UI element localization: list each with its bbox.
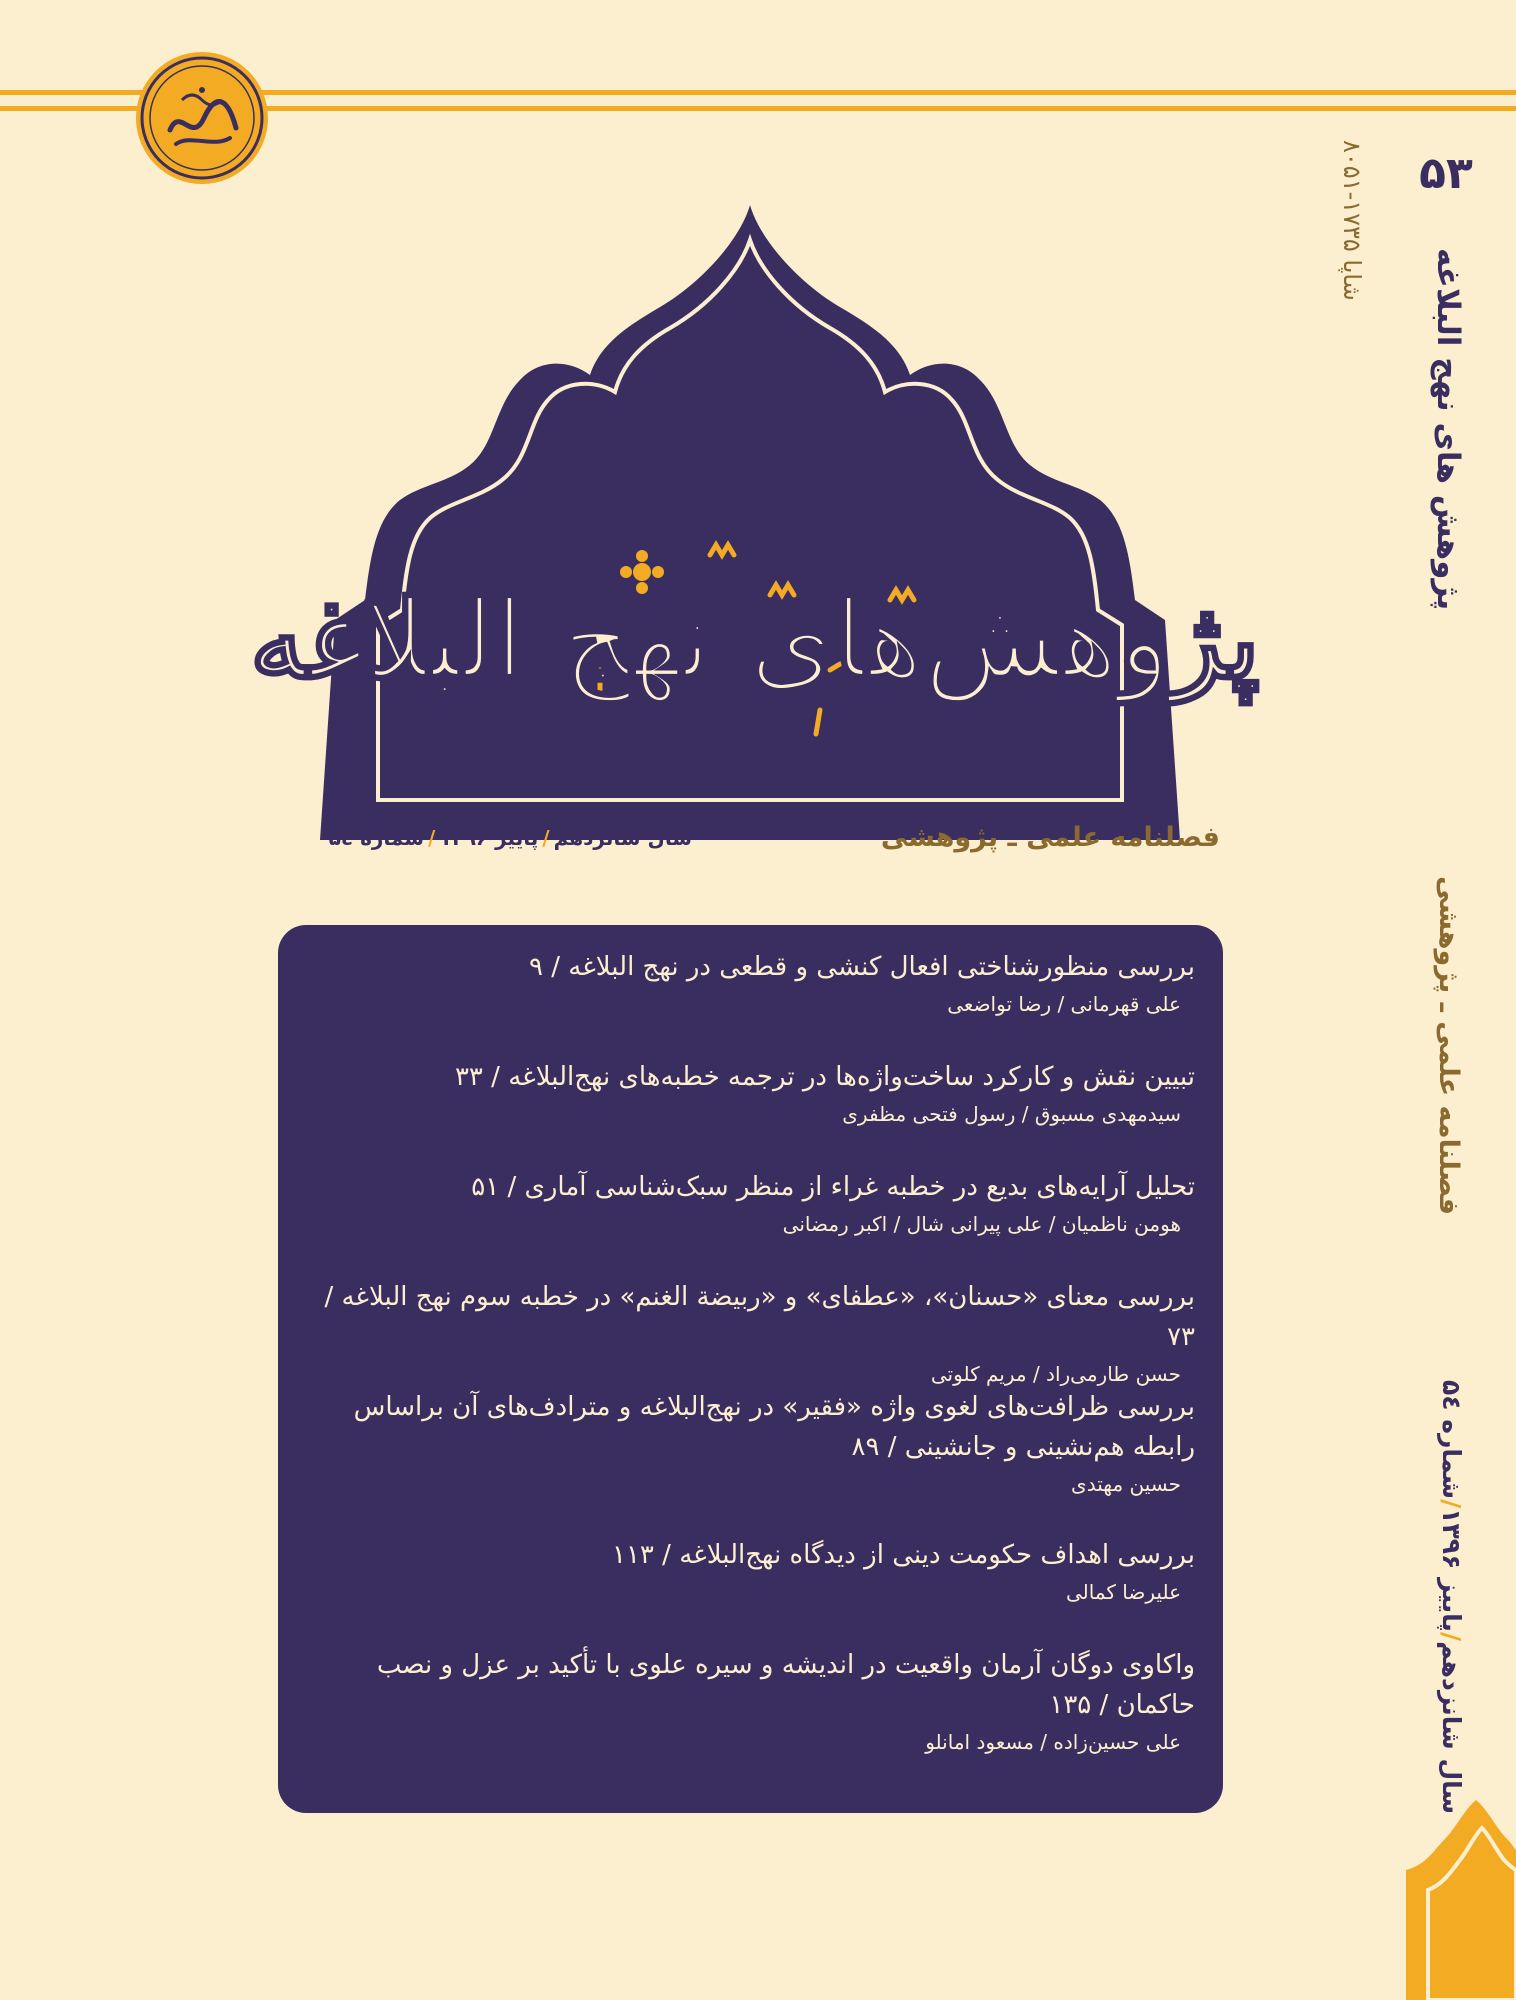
- issue-number: شماره ۵٤: [328, 826, 424, 850]
- bottom-arch-ornament: [1406, 1800, 1516, 2000]
- article-title: بررسی معنای «حسنان»، «عطفای» و «ربیضة الغنم» در خطبه سوم نهج البلاغه: [341, 1282, 1195, 1312]
- toc-entry-authors: سیدمهدی مسبوق / رسول فتحی مظفری: [842, 1102, 1181, 1126]
- toc-entry-title: تبیین نقش و کارکرد ساخت‌واژه‌ها در ترجمه خطبه‌های نهج‌البلاغه / ۳۳: [454, 1062, 1195, 1092]
- article-page: ۱۳۵: [1049, 1690, 1092, 1720]
- spine-issue-number: شماره ۵٤: [1437, 1380, 1466, 1500]
- article-title: تحلیل آرایه‌های بدیع در خطبه غراء از منظر سبک‌شناسی آماری: [524, 1172, 1195, 1202]
- toc-entry[interactable]: [315, 1167, 1195, 1241]
- toc-entry-title: بررسی منظورشناختی افعال کنشی و قطعی در نهج البلاغه / ۹: [528, 952, 1195, 982]
- issue-season: پاییز ۱۳۹۶: [439, 826, 539, 850]
- toc-entry[interactable]: [315, 1387, 1195, 1501]
- separator: /: [542, 826, 550, 850]
- spine-issue-info: [1437, 1380, 1466, 1814]
- toc-entry-authors: حسین مهتدی: [1071, 1472, 1181, 1496]
- toc-entry[interactable]: [315, 1645, 1195, 1759]
- dome-emblem: [250, 200, 1260, 840]
- article-page: ۸۹: [851, 1432, 880, 1462]
- toc-entry-title: تحلیل آرایه‌های بدیع در خطبه غراء از منظر سبک‌شناسی آماری / ۵۱: [471, 1172, 1195, 1202]
- separator: /: [428, 826, 436, 850]
- article-title: واکاوی دوگان آرمان واقعیت در اندیشه و سیره علوی با تأکید بر عزل و نصب حاکمان: [376, 1650, 1195, 1720]
- issue-info: [280, 826, 692, 850]
- spine-title: پژوهش های نهج البلاغه: [1430, 248, 1466, 611]
- toc-entry[interactable]: [315, 947, 1195, 1021]
- toc-entry-title: واکاوی دوگان آرمان واقعیت در اندیشه و سیره علوی با تأکید بر عزل و نصب حاکمان / ۱۳۵: [376, 1650, 1195, 1720]
- issn-label: شاپا ۱۷۳۵-۸۰۵۱: [1338, 140, 1366, 301]
- separator: /: [1437, 1631, 1466, 1642]
- article-title: تبیین نقش و کارکرد ساخت‌واژه‌ها در ترجمه خطبه‌های نهج‌البلاغه: [508, 1062, 1195, 1092]
- toc-entry-authors: حسن طارمی‌راد / مریم کلوتی: [930, 1362, 1181, 1386]
- article-title: بررسی منظورشناختی افعال کنشی و قطعی در نهج البلاغه: [568, 952, 1195, 982]
- article-page: ۹: [528, 952, 543, 982]
- spine-issue-season: پاییز ۱۳۹۶: [1437, 1508, 1466, 1632]
- toc-entry-title: بررسی معنای «حسنان»، «عطفای» و «ربیضة الغنم» در خطبه سوم نهج البلاغه / ۷۳: [324, 1282, 1195, 1352]
- toc-entry[interactable]: [315, 1277, 1195, 1391]
- toc-entry-authors: علیرضا کمالی: [1066, 1580, 1181, 1604]
- article-title: بررسی اهداف حکومت دینی از دیدگاه نهج‌البلاغه: [679, 1540, 1195, 1570]
- toc-entry-title: بررسی اهداف حکومت دینی از دیدگاه نهج‌البلاغه / ۱۱۳: [611, 1540, 1195, 1570]
- article-page: ۳۳: [454, 1062, 483, 1092]
- article-page: ۷۳: [1167, 1322, 1195, 1352]
- article-page: ۵۱: [471, 1172, 500, 1202]
- journal-subtitle: فصلنامه علمی ـ پژوهشی: [880, 822, 1220, 853]
- toc-entry-authors: علی حسین‌زاده / مسعود امانلو: [925, 1730, 1181, 1754]
- journal-title: پژوهش‌های نهج البلاغه: [250, 577, 1260, 703]
- spine-issue-year: سال شانزدهم: [1437, 1641, 1466, 1815]
- toc-entry[interactable]: [315, 1057, 1195, 1131]
- table-of-contents: [278, 925, 1223, 1813]
- article-page: ۱۱۳: [611, 1540, 654, 1570]
- article-title: بررسی ظرافت‌های لغوی واژه «فقیر» در نهج‌البلاغه و مترادف‌های آن براساس رابطه هم‌نشینی و جانشینی: [353, 1392, 1195, 1462]
- toc-entry-title: بررسی ظرافت‌های لغوی واژه «فقیر» در نهج‌البلاغه و مترادف‌های آن براساس رابطه هم‌نشینی و جانشینی / ۸۹: [353, 1392, 1195, 1462]
- toc-entry-authors: علی قهرمانی / رضا تواضعی: [947, 992, 1181, 1016]
- spine-subtitle: فصلنامه علمی ـ پژوهشی: [1433, 876, 1464, 1216]
- issue-year: سال شانزدهم: [553, 826, 692, 850]
- toc-entry[interactable]: [315, 1535, 1195, 1609]
- spine-volume-number: ۵۳: [1419, 148, 1473, 199]
- separator: /: [1437, 1499, 1466, 1509]
- toc-entry-authors: هومن ناظمیان / علی پیرانی شال / اکبر رمضانی: [782, 1212, 1181, 1236]
- seal-emblem-icon: [132, 48, 272, 188]
- spine: [1376, 0, 1516, 2000]
